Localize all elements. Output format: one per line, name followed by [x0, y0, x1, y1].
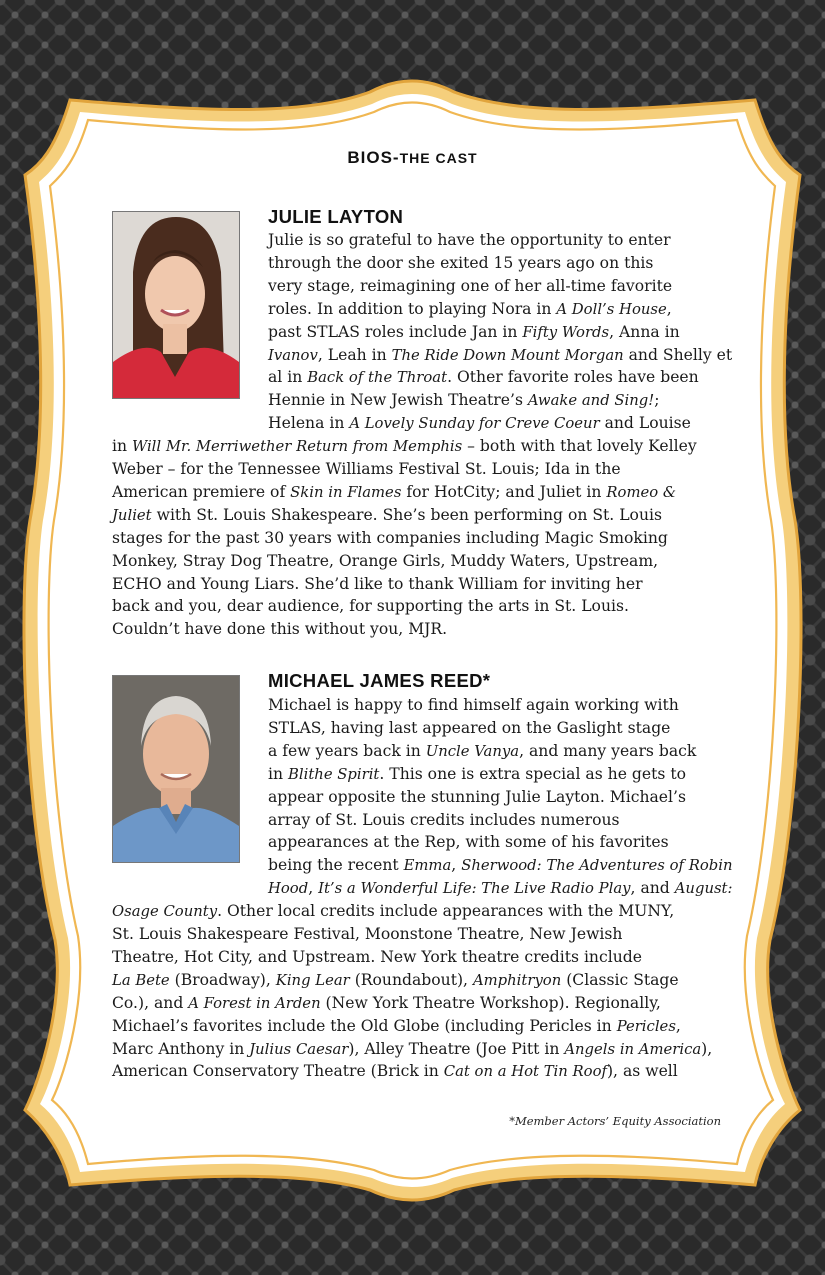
bio-line: Juliet with St. Louis Shakespeare. She’s been performing on St. Louis	[112, 505, 662, 524]
bio-line: being the recent Emma, Sherwood: The Adventures of Robin	[268, 856, 733, 875]
bio-name-julie: JULIE LAYTON	[268, 206, 404, 227]
bio-line: ECHO and Young Liars. She’d like to thank William for inviting her	[112, 574, 643, 593]
bio-line: Weber – for the Tennessee Williams Festival St. Louis; Ida in the	[112, 460, 621, 478]
bio-line: Theatre, Hot City, and Upstream. New York theatre credits include	[112, 947, 642, 966]
bio-line: past STLAS roles include Jan in Fifty Words, Anna in	[268, 322, 680, 341]
bio-line: very stage, reimagining one of her all-time favorite	[268, 276, 673, 295]
bio-line: in Will Mr. Merriwether Return from Memphis – both with that lovely Kelley	[112, 437, 697, 456]
bio-line: Ivanov, Leah in The Ride Down Mount Morgan and Shelly et	[268, 345, 733, 364]
bio-line: in Blithe Spirit. This one is extra special as he gets to	[268, 764, 686, 783]
julie-layton-headshot	[112, 211, 240, 399]
bio-line: array of St. Louis credits includes numerous	[268, 810, 620, 829]
bio-name-michael: MICHAEL JAMES REED*	[268, 670, 491, 691]
bio-line: roles. In addition to playing Nora in A Doll’s House,	[268, 299, 672, 318]
page-title: BIOS-THE CAST	[347, 148, 478, 167]
bio-line: Julie is so grateful to have the opportunity to enter	[268, 231, 671, 249]
bio-line: Osage County. Other local credits include appearances with the MUNY,	[112, 902, 675, 921]
bio-line: appearances at the Rep, with some of his favorites	[268, 833, 669, 852]
bio-line: Monkey, Stray Dog Theatre, Orange Girls, Muddy Waters, Upstream,	[112, 551, 659, 570]
bio-line: St. Louis Shakespeare Festival, Moonstone Theatre, New Jewish	[112, 925, 623, 943]
bio-line: American premiere of Skin in Flames for HotCity; and Juliet in Romeo &	[112, 482, 677, 501]
bio-line: a few years back in Uncle Vanya, and many years back	[268, 741, 697, 760]
bio-line: STLAS, having last appeared on the Gaslight stage	[268, 718, 671, 737]
bio-line: Hood, It’s a Wonderful Life: The Live Radio Play, and August:	[268, 879, 733, 898]
bio-line: back and you, dear audience, for supporting the arts in St. Louis.	[112, 597, 629, 616]
bio-line: al in Back of the Throat. Other favorite roles have been	[268, 368, 699, 387]
bio-line: appear opposite the stunning Julie Layton. Michael’s	[268, 787, 686, 806]
bio-line: Marc Anthony in Julius Caesar), Alley Theatre (Joe Pitt in Angels in America),	[112, 1039, 713, 1058]
bio-line: Michael is happy to find himself again working with	[268, 696, 679, 714]
bio-line: Michael’s favorites include the Old Globe (including Pericles in Pericles,	[112, 1016, 681, 1035]
bio-line: Hennie in New Jewish Theatre’s Awake and Sing!;	[268, 391, 660, 410]
bio-line: Helena in A Lovely Sunday for Creve Coeur and Louise	[268, 414, 691, 433]
bio-line: stages for the past 30 years with companies including Magic Smoking	[112, 528, 668, 547]
bio-line: through the door she exited 15 years ago on this	[268, 253, 654, 272]
bio-line: Couldn’t have done this without you, MJR.	[112, 620, 448, 639]
bio-line: La Bete (Broadway), King Lear (Roundabout), Amphitryon (Classic Stage	[112, 970, 679, 989]
michael-james-reed-headshot	[112, 675, 240, 863]
footnote: *Member Actors’ Equity Association	[509, 1114, 721, 1128]
bio-line: Co.), and A Forest in Arden (New York Theatre Workshop). Regionally,	[112, 993, 661, 1012]
bio-line: American Conservatory Theatre (Brick in Cat on a Hot Tin Roof), as well	[112, 1062, 678, 1081]
